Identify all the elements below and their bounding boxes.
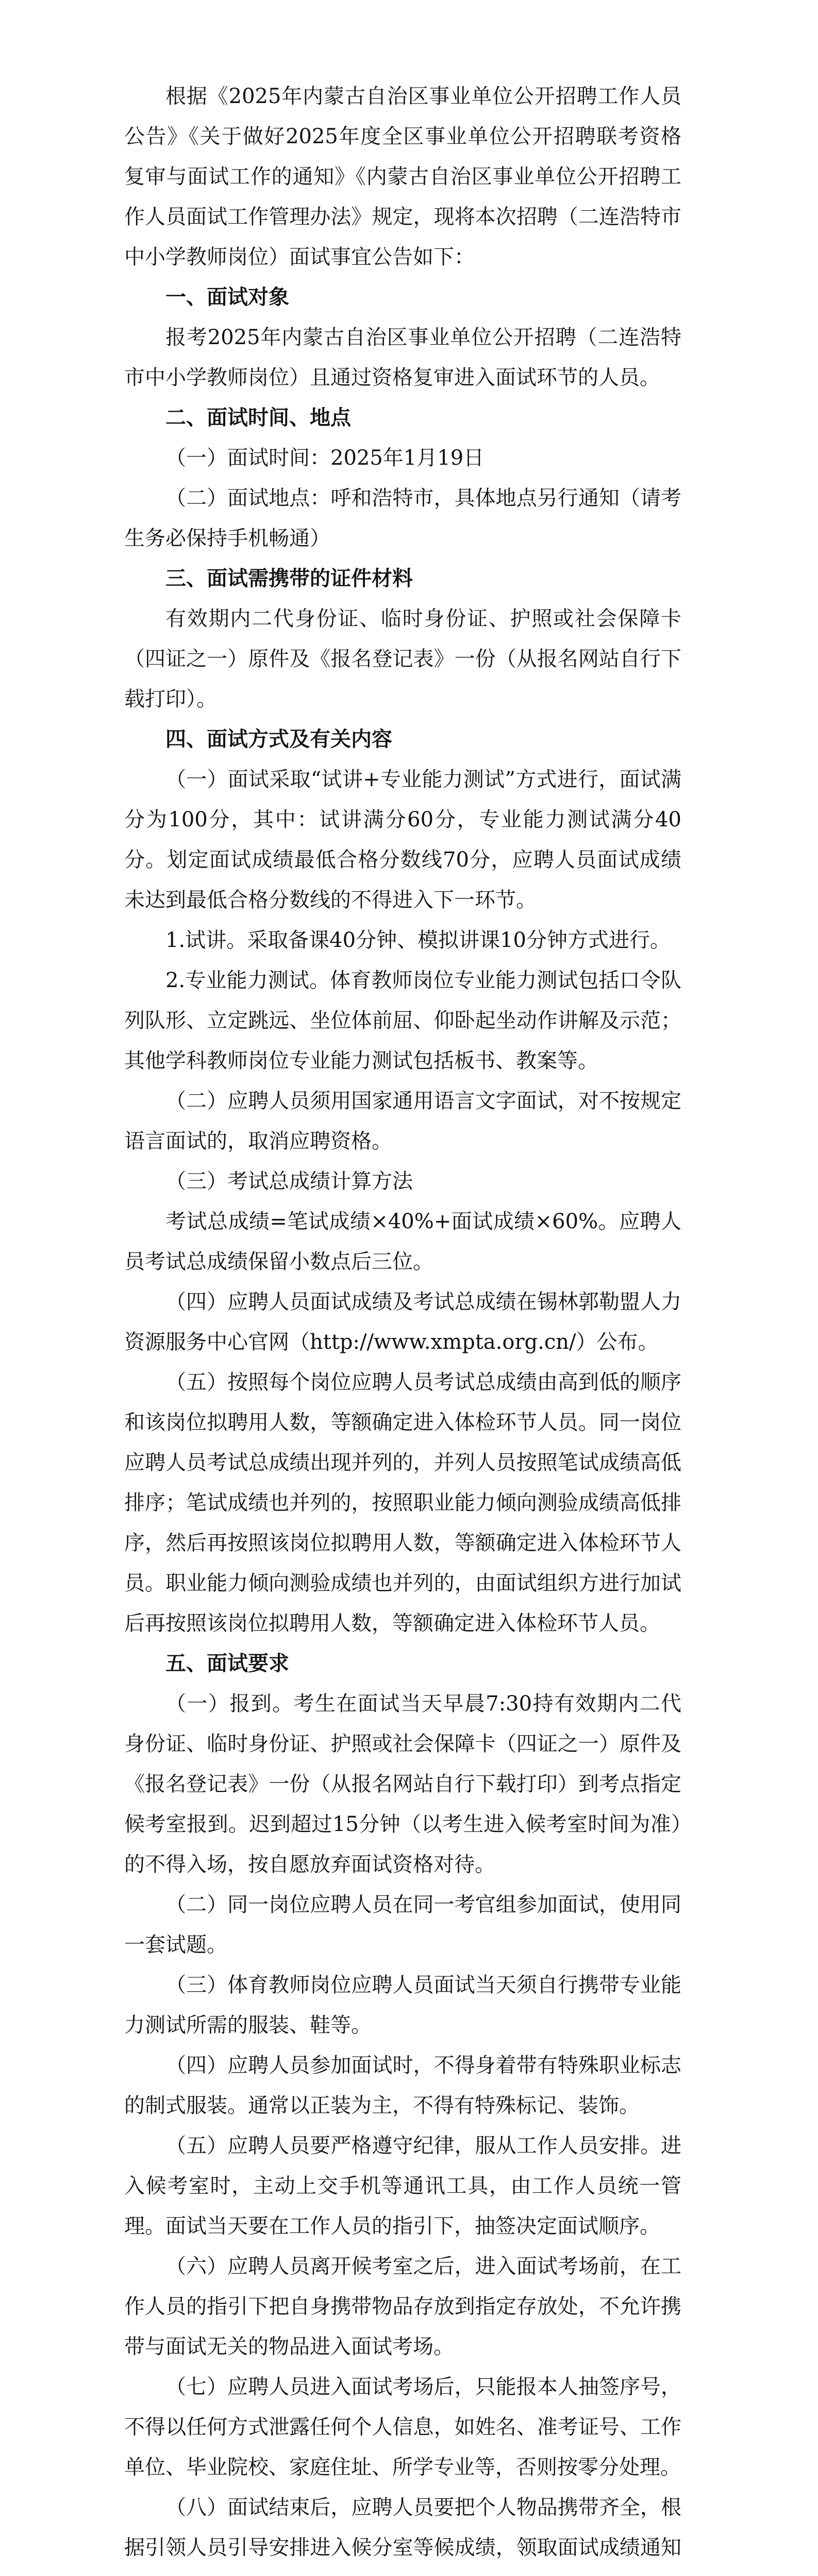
section-heading-interview-target: 一、面试对象	[165, 285, 289, 309]
section-body-interview-target: 报考2025年内蒙古自治区事业单位公开招聘（二连浩特市中小学教师岗位）且通过资格复审进入面试环节的人员。	[124, 326, 681, 389]
requirement-paragraph-3: （三）体育教师岗位应聘人员面试当天须自行携带专业能力测试所需的服装、鞋等。	[124, 1973, 681, 2037]
requirement-paragraph-7: （七）应聘人员进入面试考场后，只能报本人抽签序号，不得以任何方式泄露任何个人信息，如姓名、准考证号、工作单位、毕业院校、家庭住址、所学专业等，否则按零分处理。	[124, 2375, 681, 2479]
section-body-documents: 有效期内二代身份证、临时身份证、护照或社会保障卡（四证之一）原件及《报名登记表》一份（从报名网站自行下载打印）。	[124, 607, 681, 711]
section-heading-time-place: 二、面试时间、地点	[165, 405, 351, 430]
method-paragraph-8: （五）按照每个岗位应聘人员考试总成绩由高到低的顺序和该岗位拟聘用人数，等额确定进入体检环节人员。同一岗位应聘人员考试总成绩出现并列的，并列人员按照笔试成绩高低排序；笔试成绩也并列的，按照职业能力倾向测验成绩高低排序，然后再按照该岗位拟聘用人数，等额确定进入体检环节人员。职业能力倾向测验成绩也并列的，由面试组织方进行加试后再按照该岗位拟聘用人数，等额确定进入体检环节人员。	[124, 1370, 681, 1635]
section-heading-method: 四、面试方式及有关内容	[165, 727, 392, 751]
method-paragraph-2: 1.试讲。采取备课40分钟、模拟讲课10分钟方式进行。	[165, 928, 671, 952]
method-paragraph-4: （二）应聘人员须用国家通用语言文字面试，对不按规定语言面试的，取消应聘资格。	[124, 1089, 681, 1153]
requirement-paragraph-8: （八）面试结束后，应聘人员要把个人物品携带齐全，根据引领人员引导安排进入候分室等候成绩，领取面试成绩通知	[124, 2496, 681, 2560]
intro-paragraph: 根据《2025年内蒙古自治区事业单位公开招聘工作人员公告》《关于做好2025年度全区事业单位公开招聘联考资格复审与面试工作的通知》《内蒙古自治区事业单位公开招聘工作人员面试工作管理办法》规定，现将本次招聘（二连浩特市中小学教师岗位）面试事宜公告如下：	[124, 84, 681, 269]
section-heading-requirements: 五、面试要求	[165, 1651, 289, 1675]
requirement-paragraph-1: （一）报到。考生在面试当天早晨7:30持有效期内二代身份证、临时身份证、护照或社会保障卡（四证之一）原件及《报名登记表》一份（从报名网站自行下载打印）到考点指定候考室报到。迟到超过15分钟（以考生进入候考室时间为准）的不得入场，按自愿放弃面试资格对待。	[124, 1692, 681, 1876]
requirement-paragraph-2: （二）同一岗位应聘人员在同一考官组参加面试，使用同一套试题。	[124, 1893, 681, 1957]
method-paragraph-5: （三）考试总成绩计算方法	[165, 1170, 413, 1193]
method-paragraph-1: （一）面试采取“试讲+专业能力测试”方式进行，面试满分为100分，其中：试讲满分60分，专业能力测试满分40分。划定面试成绩最低合格分数线70分，应聘人员面试成绩未达到最低合格分数线的不得进入下一环节。	[124, 768, 681, 912]
method-paragraph-6: 考试总成绩=笔试成绩×40%+面试成绩×60%。应聘人员考试总成绩保留小数点后三位。	[124, 1210, 681, 1274]
section-heading-documents: 三、面试需携带的证件材料	[165, 566, 413, 590]
requirement-paragraph-4: （四）应聘人员参加面试时，不得身着带有特殊职业标志的制式服装。通常以正装为主，不得有特殊标记、装饰。	[124, 2054, 681, 2117]
requirement-paragraph-6: （六）应聘人员离开候考室之后，进入面试考场前，在工作人员的指引下把自身携带物品存放到指定存放处，不允许携带与面试无关的物品进入面试考场。	[124, 2255, 681, 2359]
requirement-paragraph-5: （五）应聘人员要严格遵守纪律，服从工作人员安排。进入候考室时，主动上交手机等通讯工具，由工作人员统一管理。面试当天要在工作人员的指引下，抽签决定面试顺序。	[124, 2134, 681, 2238]
method-paragraph-3: 2.专业能力测试。体育教师岗位专业能力测试包括口令队列队形、立定跳远、坐位体前屈、仰卧起坐动作讲解及示范；其他学科教师岗位专业能力测试包括板书、教案等。	[124, 969, 681, 1073]
method-paragraph-7: （四）应聘人员面试成绩及考试总成绩在锡林郭勒盟人力资源服务中心官网（http://www.xmpta.org.cn/）公布。	[124, 1290, 681, 1354]
interview-place: （二）面试地点：呼和浩特市，具体地点另行通知（请考生务必保持手机畅通）	[124, 486, 681, 550]
interview-time: （一）面试时间：2025年1月19日	[165, 446, 485, 470]
